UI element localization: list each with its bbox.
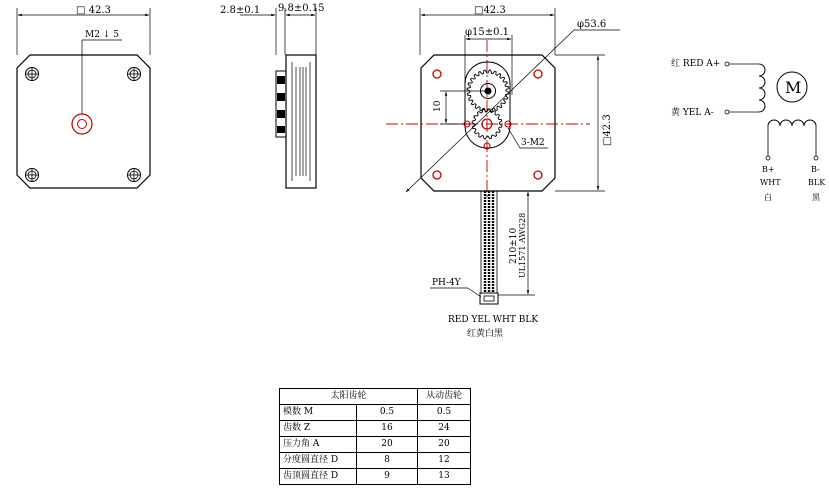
side-view [220,3,325,188]
row-driven-value: 20 [418,437,471,453]
table-row [280,469,471,485]
gear-view [386,5,620,339]
label-b-minus: B- [811,165,820,174]
wire-colors: RED YEL WHT BLK [448,315,539,325]
side-thickness-1: 2.8±0.1 [220,5,261,16]
wire-colors-chinese: 红黄白黑 [467,329,504,339]
row-driven-value: 13 [418,469,471,485]
front-screw-hole-tr [128,68,141,81]
front-shaft-outer [72,114,92,134]
hole-callout: 3-M2 [521,138,545,148]
row-sun-value: 0.5 [357,405,418,421]
row-driven-value: 24 [418,421,471,437]
header-driven-gear: 从动齿轮 [418,389,471,405]
front-screw-hole-br [128,169,141,182]
front-screw-hole-tl [26,68,39,81]
table-row [280,421,471,437]
row-param: 齿顶圆直径 D [280,469,357,485]
circle-dia-leader [406,30,574,192]
mount-hole-bl [433,171,441,179]
gear-diameter: φ15±0.1 [465,27,510,38]
label-b-minus-chinese: 黑 [812,193,820,202]
front-width-dim: □ 42.3 [76,5,111,16]
label-a-minus: 黄 YEL A- [671,108,714,118]
gear-height-dim: □42.3 [602,114,613,146]
row-sun-value: 20 [357,437,418,453]
row-param: 压力角 A [280,437,357,453]
mount-hole-br [534,171,542,179]
table-header-row [280,389,471,405]
label-b-plus-color: WHT [760,178,781,187]
front-view [17,5,150,188]
label-b-minus-color: BLK [808,178,826,187]
label-a-plus: 红 RED A+ [671,59,721,69]
row-sun-value: 16 [357,421,418,437]
row-param: 齿数 Z [280,421,357,437]
front-shaft-inner [78,120,87,129]
cable-bundle [481,191,497,295]
mount-hole-tr [534,70,542,78]
circle-diameter: φ53.6 [577,19,607,30]
row-sun-value: 8 [357,453,418,469]
gear-plate [465,62,510,148]
row-param: 模数 M [280,405,357,421]
cable-spec: UL1571 AWG28 [518,212,527,278]
ph-connector [480,293,498,304]
gear-offset-dim: 10 [433,100,443,112]
table-row [280,437,471,453]
side-thickness-2: 9.8±0.15 [278,3,325,14]
motor-symbol-label: M [785,78,802,97]
wiring-diagram [671,57,826,202]
cable-length: 210±10 [509,227,519,264]
table-row [280,405,471,421]
gear-width-dim: □42.3 [474,5,506,16]
gear-spec-table [279,388,471,485]
connector-type: PH-4Y [432,278,461,288]
front-screw-hole-bl [26,169,39,182]
label-b-plus: B+ [762,165,775,174]
row-driven-value: 12 [418,453,471,469]
screw-label: M2 ↓ 5 [85,30,119,40]
label-b-plus-chinese: 白 [764,193,772,202]
coil-b [768,120,816,126]
row-driven-value: 0.5 [418,405,471,421]
row-param: 分度圆直径 D [280,453,357,469]
row-sun-value: 9 [357,469,418,485]
coil-a [759,64,765,112]
table-row [280,453,471,469]
header-sun-gear: 太阳齿轮 [280,389,418,405]
side-motor-body [286,55,316,188]
mount-hole-tl [433,70,441,78]
